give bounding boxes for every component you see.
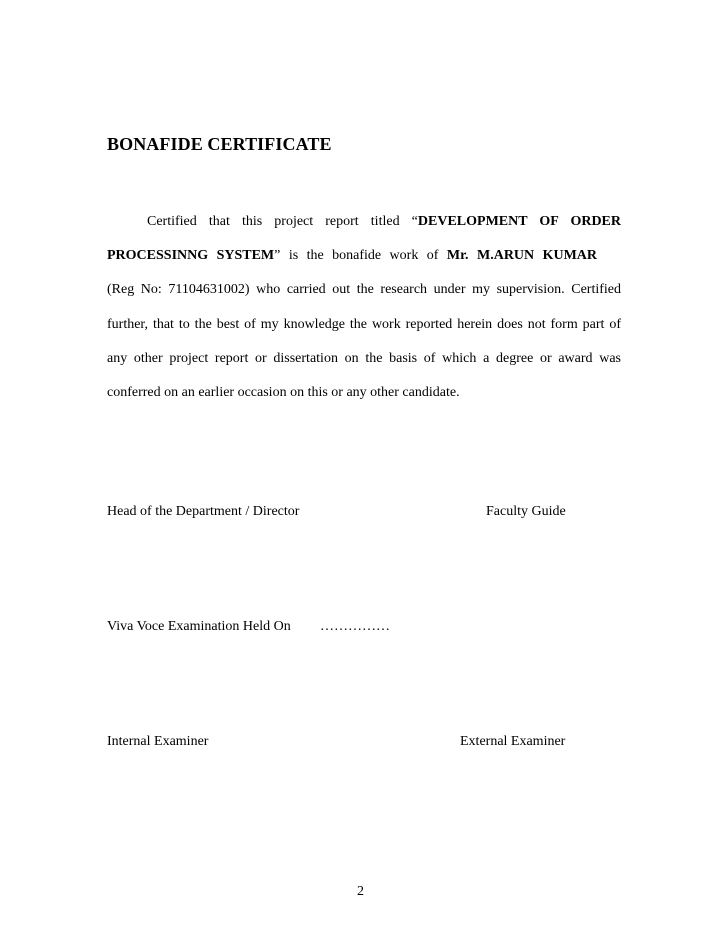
certificate-title: BONAFIDE CERTIFICATE: [107, 134, 332, 154]
body-line-6: conferred on an earlier occasion on this or any other candidate.: [107, 385, 460, 401]
page-number: 2: [357, 884, 364, 899]
body-line-1: [107, 205, 621, 239]
student-name: Mr. M.ARUN KUMAR: [446, 248, 598, 264]
certificate-body: [107, 205, 621, 410]
body-line-5: any other project report or dissertation on the basis of which a degree or award was: [107, 350, 621, 366]
viva-voce-label: Viva Voce Examination Held On: [107, 619, 291, 634]
project-title-part-2: PROCESSINNG SYSTEM: [107, 248, 275, 264]
faculty-guide-signature-label: Faculty Guide: [486, 504, 566, 519]
viva-voce-date-blank: ……………: [320, 619, 390, 634]
body-line-2: [107, 239, 597, 273]
body-line-3: (Reg No: 71104631002) who carried out the research under my supervision. Certified: [107, 282, 621, 298]
body-line-2-text: ” is the bonafide work of: [274, 248, 439, 264]
internal-examiner-label: Internal Examiner: [107, 734, 209, 749]
body-line-4: further, that to the best of my knowledge the work reported herein does not form part of: [107, 316, 621, 332]
external-examiner-label: External Examiner: [460, 734, 566, 749]
hod-signature-label: Head of the Department / Director: [107, 504, 300, 519]
project-title-part-1: DEVELOPMENT OF ORDER: [417, 214, 622, 229]
body-line-1-text: Certified that this project report titled “: [147, 214, 418, 229]
